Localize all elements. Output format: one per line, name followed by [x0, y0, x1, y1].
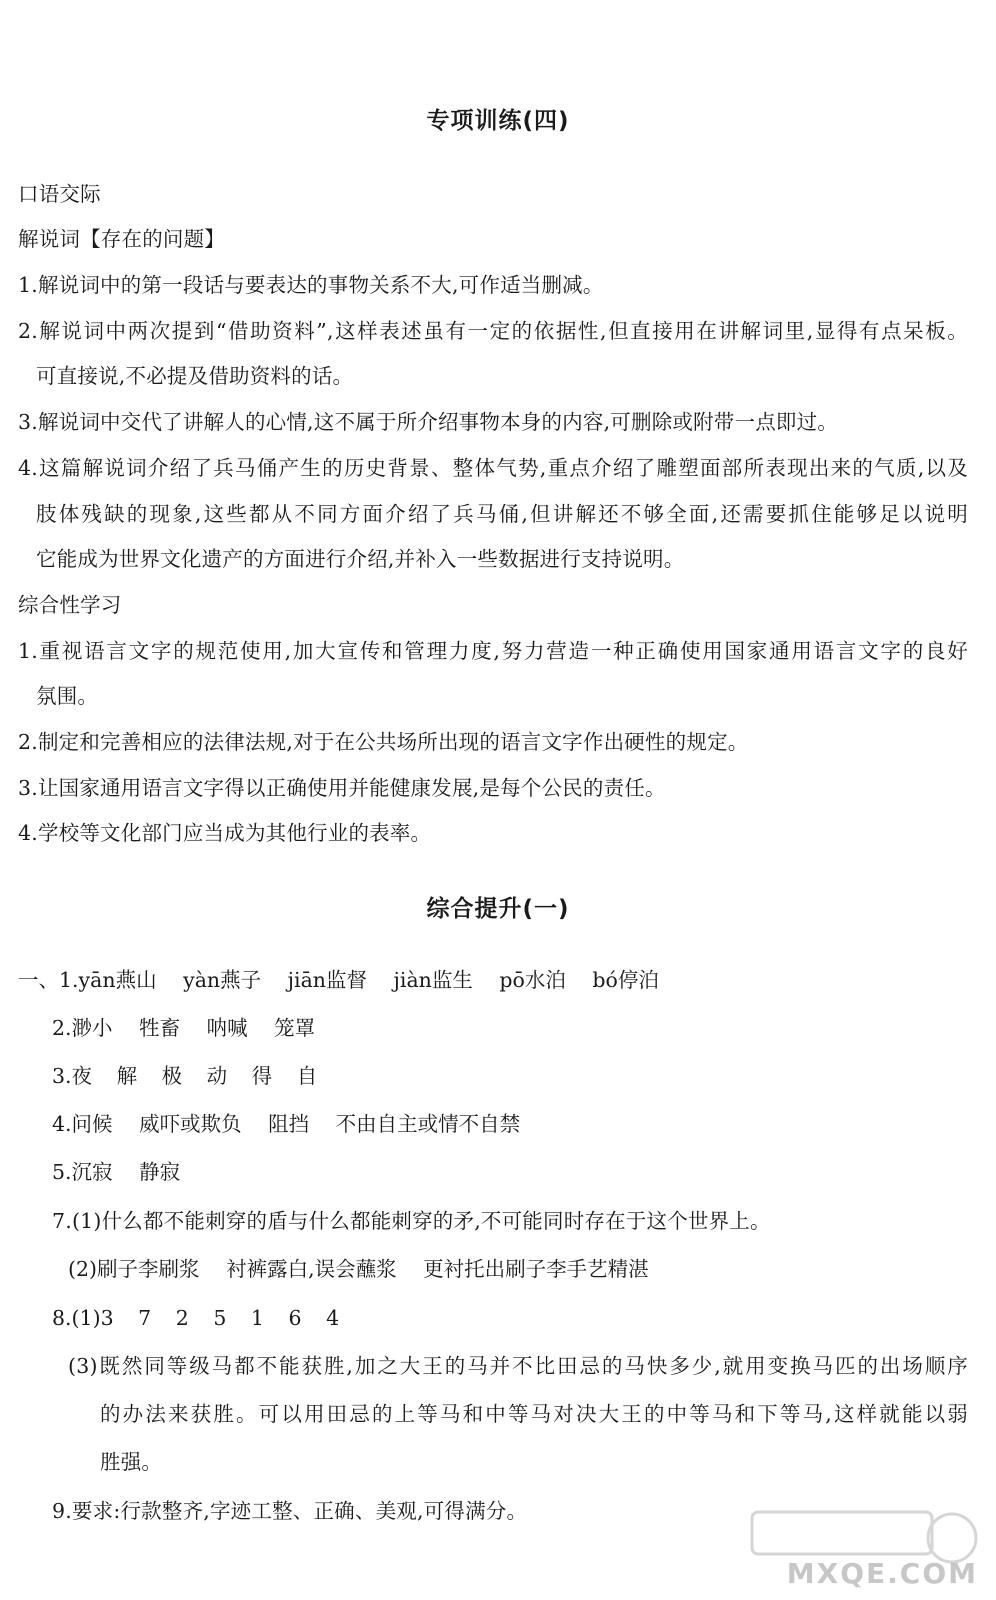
- explain-item-2-cont: 可直接说,不必提及借助资料的话。: [36, 364, 354, 388]
- explain-item-4: 4.这篇解说词介绍了兵马俑产生的历史背景、整体气势,重点介绍了雕塑面部所表现出来的气质,以及: [18, 456, 968, 480]
- q3-item: 得: [251, 1064, 273, 1088]
- q8-item: 4: [326, 1306, 340, 1330]
- explain-item-1: 1.解说词中的第一段话与要表达的事物关系不大,可作适当删减。: [18, 273, 604, 297]
- q3-item: 自: [296, 1064, 318, 1088]
- q7-item: (2)刷子李刷浆: [68, 1257, 200, 1281]
- explain-item-4-cont-2: 它能成为世界文化遗产的方面进行介绍,并补入一些数据进行支持说明。: [36, 547, 685, 571]
- q7-item: 衬裤露白,误会蘸浆: [226, 1257, 397, 1281]
- q4-item: 4.问候: [52, 1112, 113, 1136]
- oral-communication-heading: 口语交际: [18, 182, 101, 206]
- q8-item: 8.(1)3: [52, 1306, 114, 1330]
- q4-item: 威吓或欺负: [139, 1112, 242, 1136]
- q5-item: 静寂: [139, 1160, 181, 1184]
- study-item-2: 2.制定和完善相应的法律法规,对于在公共场所出现的语言文字作出硬性的规定。: [18, 730, 749, 754]
- answer-q2: [52, 1014, 315, 1042]
- q2-item: 笼罩: [274, 1016, 316, 1040]
- q3-item: 动: [206, 1064, 228, 1088]
- study-item-1: 1.重视语言文字的规范使用,加大宣传和管理力度,努力营造一种正确使用国家通用语言文字的良好: [18, 639, 968, 663]
- q3-item: 3.夜: [52, 1064, 93, 1088]
- q2-item: 牲畜: [139, 1016, 181, 1040]
- q4-item: 阻挡: [268, 1112, 310, 1136]
- watermark-text: MXQE.COM: [786, 1557, 978, 1590]
- study-item-4: 4.学校等文化部门应当成为其他行业的表率。: [18, 821, 432, 845]
- q2-item: 呐喊: [206, 1016, 248, 1040]
- q8-item: 2: [175, 1306, 189, 1330]
- q8-item: 7: [138, 1306, 152, 1330]
- comprehensive-study-heading: 综合性学习: [18, 593, 122, 617]
- section-title-comprehensive: 综合提升(一): [426, 896, 570, 922]
- answer-q7-part2: [68, 1255, 649, 1283]
- section-title-special-training: 专项训练(四): [426, 108, 570, 134]
- answer-q8-part3-line2: 的办法来获胜。可以用田忌的上等马和中等马对决大王的中等马和下等马,这样就能以弱: [100, 1402, 968, 1426]
- answer-q7-part1: 7.(1)什么都不能刺穿的盾与什么都能刺穿的矛,不可能同时存在于这个世界上。: [52, 1209, 771, 1233]
- q8-item: 5: [213, 1306, 227, 1330]
- q1-item: jiàn监生: [393, 968, 473, 992]
- q1-item: 一、1.yān燕山: [18, 968, 157, 992]
- q3-item: 解: [116, 1064, 138, 1088]
- explain-item-3: 3.解说词中交代了讲解人的心情,这不属于所介绍事物本身的内容,可删除或附带一点即过。: [18, 410, 838, 434]
- answer-q8-part1: [52, 1304, 339, 1332]
- explain-problems-heading: 解说词【存在的问题】: [18, 227, 225, 251]
- explain-item-2: 2.解说词中两次提到“借助资料”,这样表述虽有一定的依据性,但直接用在讲解词里,显得有点呆板。: [18, 319, 968, 343]
- q1-item: bó停泊: [592, 968, 659, 992]
- answer-q1: [18, 966, 659, 994]
- study-item-1-cont: 氛围。: [36, 684, 99, 708]
- answer-q3: [52, 1062, 317, 1090]
- q1-item: pō水泊: [499, 968, 566, 992]
- q7-item: 更衬托出刷子李手艺精湛: [423, 1257, 649, 1281]
- answer-q4: [52, 1110, 520, 1138]
- study-item-3: 3.让国家通用语言文字得以正确使用并能健康发展,是每个公民的责任。: [18, 776, 666, 800]
- answer-q8-part3-line1: (3)既然同等级马都不能获胜,加之大王的马并不比田忌的马快多少,就用变换马匹的出场顺序: [68, 1354, 968, 1378]
- q2-item: 2.渺小: [52, 1016, 113, 1040]
- answer-q8-part3-line3: 胜强。: [100, 1450, 163, 1474]
- q3-item: 极: [161, 1064, 183, 1088]
- answer-q5: [52, 1158, 180, 1186]
- q1-item: yàn燕子: [183, 968, 262, 992]
- q8-item: 6: [288, 1306, 302, 1330]
- explain-item-4-cont-1: 肢体残缺的现象,这些都从不同方面介绍了兵马俑,但讲解还不够全面,还需要抓住能够足以说明: [36, 502, 968, 526]
- answer-q9: 9.要求:行款整齐,字迹工整、正确、美观,可得满分。: [52, 1499, 528, 1523]
- q5-item: 5.沉寂: [52, 1160, 113, 1184]
- q8-item: 1: [250, 1306, 264, 1330]
- q1-item: jiān监督: [287, 968, 367, 992]
- q4-item: 不由自主或情不自禁: [335, 1112, 521, 1136]
